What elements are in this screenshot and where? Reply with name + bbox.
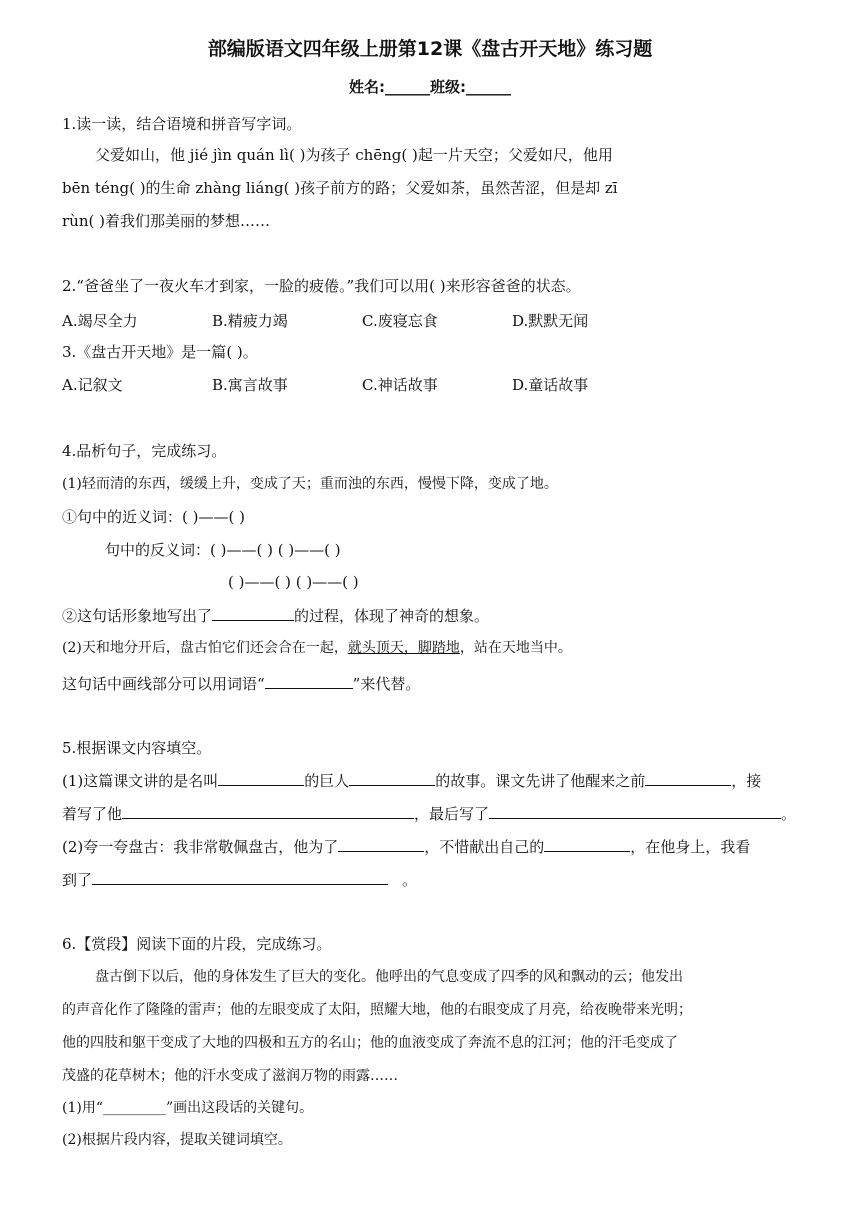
q2-option-b: B.精疲力竭	[212, 312, 288, 330]
q3-option-d: D.童话故事	[512, 376, 589, 394]
q6-sub1: (1)用“_________”画出这段话的关键句。	[62, 1100, 314, 1116]
q5-l4-a: 到了	[62, 871, 93, 889]
q4-replace-suffix: ”来代替。	[352, 675, 421, 693]
answer-blank[interactable]	[92, 869, 388, 885]
q3-option-a: A.记叙文	[62, 376, 123, 394]
q5-line2	[62, 803, 796, 824]
q4-sub2	[62, 605, 489, 626]
answer-blank[interactable]	[349, 770, 435, 786]
q4-sub2-suffix: 的过程，体现了神奇的想象。	[294, 607, 490, 625]
q5-l3-a: (2)夸一夸盘古：我非常敬佩盘古，他为了	[62, 838, 339, 856]
q6-passage-line2: 的声音化作了隆隆的雷声；他的左眼变成了太阳，照耀大地，他的右眼变成了月亮，给夜晚带来光明；	[62, 1002, 692, 1018]
answer-blank[interactable]	[645, 770, 731, 786]
q4-sentence1: (1)轻而清的东西，缓缓上升，变成了天；重而浊的东西，慢慢下降，变成了地。	[62, 476, 558, 492]
q4-replace-line	[62, 673, 420, 694]
q2-option-c: C.废寝忘食	[362, 312, 438, 330]
q5-l3-b: ，不惜献出自己的	[424, 838, 545, 856]
q1-stem: 1.读一读，结合语境和拼音写字词。	[62, 115, 302, 133]
q4-antonyms-row2: ( )——( ) ( )——( )	[228, 573, 359, 591]
q4-sub2-prefix: ②这句话形象地写出了	[62, 607, 213, 625]
q6-passage-line4: 茂盛的花草树木；他的汗水变成了滋润万物的雨露……	[62, 1068, 398, 1084]
q2-option-a: A.竭尽全力	[62, 312, 138, 330]
q5-line4	[62, 869, 417, 890]
q5-l2-c: 。	[781, 805, 797, 823]
name-class-line: 姓名:______班级:______	[349, 78, 511, 96]
q5-l1-c: 的故事。课文先讲了他醒来之前	[435, 772, 646, 790]
q1-line1: 父爱如山，他 jié jìn quán lì( )为孩子 chēng( )起一片天空；父爱如尺，他用	[95, 146, 613, 164]
q5-stem: 5.根据课文内容填空。	[62, 739, 212, 757]
q6-stem: 6.【赏段】阅读下面的片段，完成练习。	[62, 935, 332, 953]
q6-passage-line3: 他的四肢和躯干变成了大地的四极和五方的名山；他的血液变成了奔流不息的江河；他的汗毛变成了	[62, 1035, 678, 1051]
q4-antonyms-row1: 句中的反义词：( )——( ) ( )——( )	[105, 541, 341, 559]
answer-blank[interactable]	[544, 836, 630, 852]
q3-option-c: C.神话故事	[362, 376, 438, 394]
underlined-phrase: 就头顶天，脚踏地	[347, 640, 460, 656]
answer-blank[interactable]	[265, 673, 353, 689]
q5-l1-a: (1)这篇课文讲的是名叫	[62, 772, 219, 790]
q5-l1-d: ，接	[731, 772, 762, 790]
q3-stem: 3.《盘古开天地》是一篇( )。	[62, 343, 258, 361]
q5-l3-c: ，在他身上，我看	[630, 838, 751, 856]
answer-blank[interactable]	[212, 605, 294, 621]
q1-line3: rùn( )着我们那美丽的梦想……	[62, 212, 270, 230]
q4-sentence2	[62, 638, 572, 658]
q4-sentence2-prefix: (2)天和地分开后，盘古怕它们还会合在一起，	[62, 640, 348, 656]
answer-blank[interactable]	[489, 803, 781, 819]
q5-l4-b: 。	[402, 871, 418, 889]
q5-l2-a: 着写了他	[62, 805, 123, 823]
q4-replace-prefix: 这句话中画线部分可以用词语“	[62, 675, 265, 693]
answer-blank[interactable]	[218, 770, 304, 786]
q4-synonyms: ①句中的近义词：( )——( )	[62, 508, 245, 526]
q5-l2-b: ，最后写了	[414, 805, 490, 823]
q5-line3	[62, 836, 750, 857]
q1-line2: bēn téng( )的生命 zhàng liáng( )孩子前方的路；父爱如茶，虽然苦涩，但是却 zī	[62, 179, 618, 197]
q5-l1-b: 的巨人	[304, 772, 350, 790]
q6-passage-line1: 盘古倒下以后，他的身体发生了巨大的变化。他呼出的气息变成了四季的风和飘动的云；他发出	[95, 969, 683, 985]
q4-sentence2-suffix: ，站在天地当中。	[459, 640, 572, 656]
worksheet-title: 部编版语文四年级上册第12课《盘古开天地》练习题	[207, 38, 653, 60]
answer-blank[interactable]	[338, 836, 424, 852]
q2-stem: 2.“爸爸坐了一夜火车才到家，一脸的疲倦。”我们可以用( )来形容爸爸的状态。	[62, 277, 581, 295]
answer-blank[interactable]	[122, 803, 414, 819]
q3-option-b: B.寓言故事	[212, 376, 288, 394]
q6-sub2: (2)根据片段内容，提取关键词填空。	[62, 1132, 292, 1148]
q4-stem: 4.品析句子，完成练习。	[62, 442, 227, 460]
q2-option-d: D.默默无闻	[512, 312, 589, 330]
q5-line1	[62, 770, 761, 791]
